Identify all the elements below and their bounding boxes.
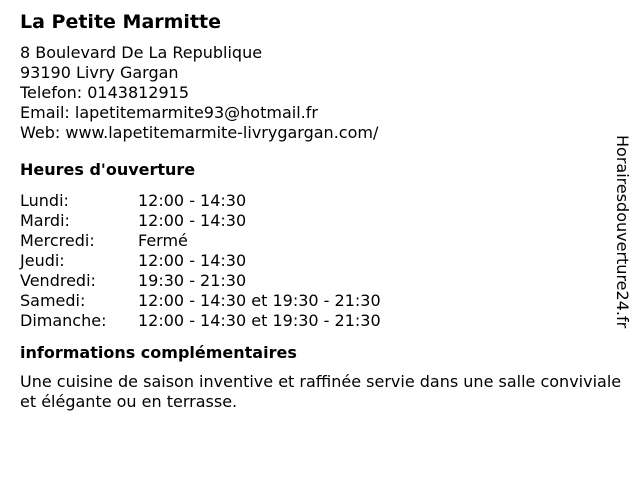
email-text: Email: lapetitemarmite93@hotmail.fr <box>20 103 318 122</box>
time-value: 12:00 - 14:30 et 19:30 - 21:30 <box>138 311 381 330</box>
day-label: Mercredi: <box>20 231 95 250</box>
day-label: Dimanche: <box>20 311 107 330</box>
info-description: Une cuisine de saison inventive et raffinée servie dans une salle conviviale et élégante ou en terrasse. <box>20 372 622 411</box>
day-label: Mardi: <box>20 211 70 230</box>
address-line-2: 93190 Livry Gargan <box>20 63 179 82</box>
hours-row <box>20 251 620 271</box>
contact-block <box>20 43 620 143</box>
business-card <box>20 10 620 412</box>
info-heading: informations complémentaires <box>20 343 297 362</box>
time-value: Fermé <box>138 231 188 250</box>
watermark-text: Horairesdouverture24.fr <box>613 135 632 329</box>
business-name: La Petite Marmitte <box>20 11 221 33</box>
hours-row <box>20 191 620 211</box>
day-label: Vendredi: <box>20 271 96 290</box>
hours-row <box>20 271 620 291</box>
hours-heading: Heures d'ouverture <box>20 160 196 179</box>
day-label: Jeudi: <box>20 251 65 270</box>
time-value: 12:00 - 14:30 <box>138 191 247 210</box>
day-label: Lundi: <box>20 191 69 210</box>
time-value: 12:00 - 14:30 et 19:30 - 21:30 <box>138 291 381 310</box>
hours-row <box>20 231 620 251</box>
day-label: Samedi: <box>20 291 86 310</box>
address-line-1: 8 Boulevard De La Republique <box>20 43 263 62</box>
hours-row <box>20 291 620 311</box>
time-value: 12:00 - 14:30 <box>138 251 247 270</box>
hours-row <box>20 311 620 331</box>
website-text: Web: www.lapetitemarmite-livrygargan.com/ <box>20 123 379 142</box>
time-value: 19:30 - 21:30 <box>138 271 247 290</box>
hours-row <box>20 211 620 231</box>
time-value: 12:00 - 14:30 <box>138 211 247 230</box>
hours-table <box>20 191 620 331</box>
phone-text: Telefon: 0143812915 <box>20 83 190 102</box>
